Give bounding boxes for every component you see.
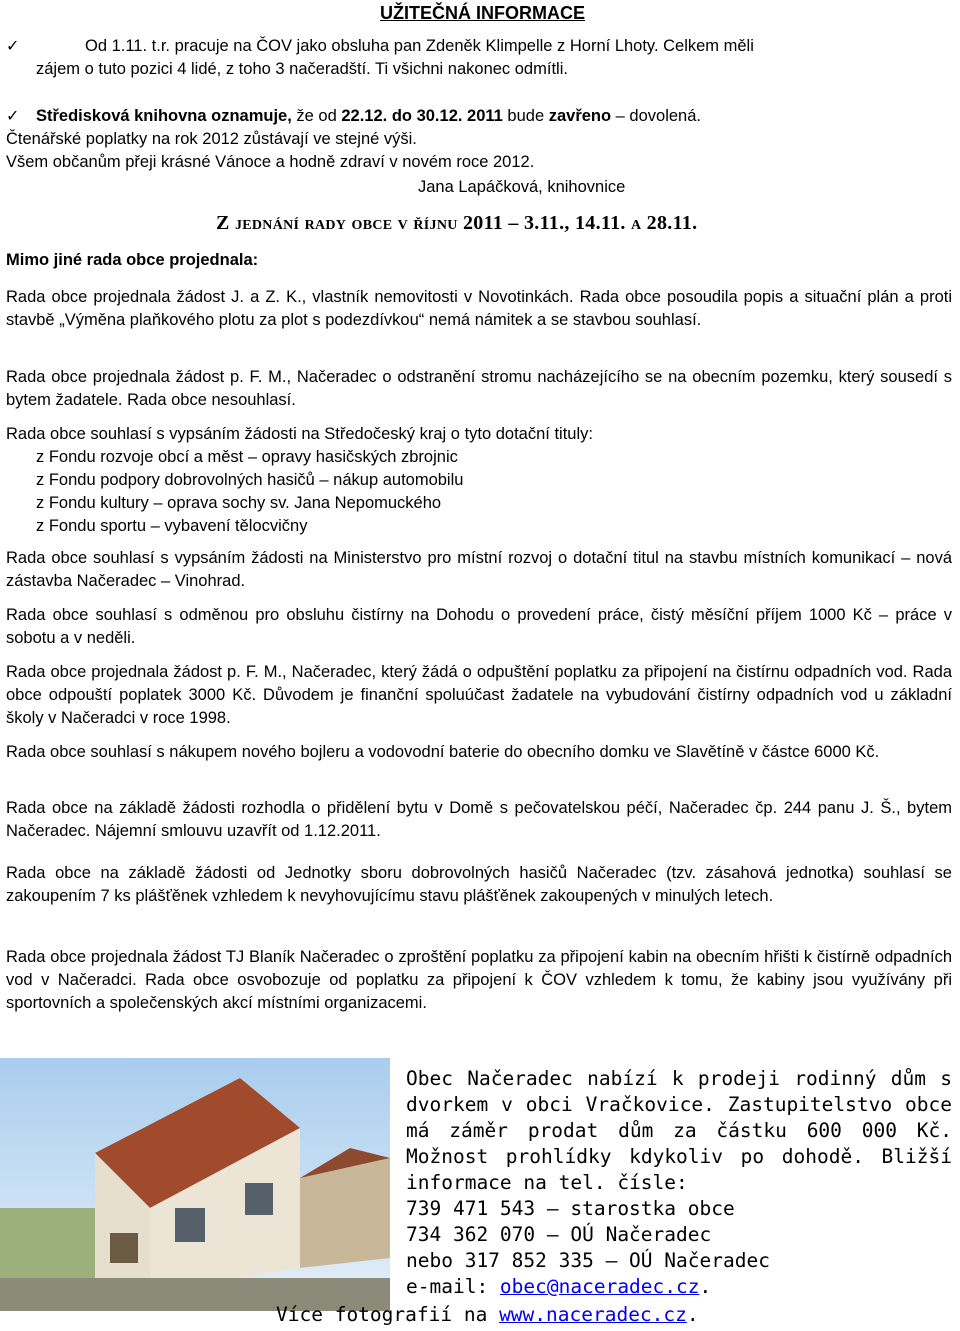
bullet-line: Čtenářské poplatky na rok 2012 zůstávají ve stejné výši. [6,130,417,148]
list-item: z Fondu kultury – oprava sochy sv. Jana Nepomuckého [36,494,442,512]
paragraph: Rada obce projednala žádost p. F. M., Načeradec, který žádá o odpuštění poplatku za připojení na čistírnu odpadních vod. Rada obce odpouští poplatek 3000 Kč. Důvodem je finanční spoluúčast žadatele na vybudování čistírny odpadních vod u základní školy v Načeradci v roce 1998. [6,663,952,727]
offer-email-line: e-mail: obec@naceradec.cz. [406,1275,712,1298]
paragraph: Rada obce projednala žádost p. F. M., Načeradec o odstranění stromu nacházejícího se na obecním pozemku, který sousedí s bytem žadatele. Rada obce nesouhlasí. [6,368,952,409]
paragraph: Rada obce souhlasí s odměnou pro obsluhu čistírny na Dohodu o provedení práce, čistý měsíční příjem 1000 Kč – práce v sobotu a v neděli. [6,606,952,647]
house-photo [0,1058,390,1311]
paragraph: Rada obce na základě žádosti od Jednotky sboru dobrovolných hasičů Načeradec (tzv. zásahová jednotka) souhlasí se zakoupením 7 ks plášťěnek vzhledem k nevyhovujícímu stavu plášťěnek zakoupených v minulých letech. [6,864,952,905]
footer-line: Více fotografií na www.naceradec.cz. [276,1303,699,1326]
page-heading: UŽITEČNÁ INFORMACE [380,3,585,23]
website-link[interactable]: www.naceradec.cz [499,1303,687,1326]
offer-box [406,1066,952,1300]
check-icon: ✓ [6,108,20,125]
email-link[interactable]: obec@naceradec.cz [499,1275,700,1298]
offer-phone: 734 362 070 – OÚ Načeradec [406,1223,712,1246]
offer-text: Obec Načeradec nabízí k prodeji rodinný dům s dvorkem v obci Vračkovice. Zastupitelstvo obce má záměr prodat dům za částku 600 000 Kč. Možnost prohlídky kdykoliv po dohodě. Bližší informace na tel. čísle: [406,1067,952,1194]
bullet-line: Středisková knihovna oznamuje, že od 22.12. do 30.12. 2011 bude zavřeno – dovolená. [36,107,701,125]
offer-phone: 739 471 543 – starostka obce [406,1197,735,1220]
offer-phone: nebo 317 852 335 – OÚ Načeradec [406,1249,770,1272]
list-item: z Fondu podpory dobrovolných hasičů – nákup automobilu [36,471,464,489]
section-title: Z jednání rady obce v říjnu 2011 – 3.11., 14.11. a 28.11. [216,212,698,234]
bullet-line: Všem občanům přeji krásné Vánoce a hodně zdraví v novém roce 2012. [6,153,535,171]
paragraph: Rada obce souhlasí s nákupem nového bojleru a vodovodní baterie do obecního domku ve Slavětíně v částce 6000 Kč. [6,743,880,761]
list-item: z Fondu sportu – vybavení tělocvičny [36,517,308,535]
info-bullet-cov [6,35,950,81]
list-item: z Fondu rozvoje obcí a měst – opravy hasičských zbrojnic [36,448,458,466]
house-photo-drawing [0,1058,390,1311]
paragraph: Rada obce souhlasí s vypsáním žádosti na Středočeský kraj o tyto dotační tituly: [6,425,593,443]
bullet-line: Od 1.11. t.r. pracuje na ČOV jako obsluha pan Zdeněk Klimpelle z Horní Lhoty. Celkem měli [85,37,754,55]
paragraph: Rada obce projednala žádost TJ Blaník Načeradec o zproštění poplatku za připojení kabin na obecním hřišti k čistírně odpadních vod v Načeradci. Rada obce osvobozuje od poplatku za připojení k ČOV vzhledem k tomu, že kabiny jsou využívány při sportovních a společenských akcí místními organizacemi. [6,948,952,1012]
signature: Jana Lapáčková, knihovnice [418,178,626,196]
info-bullet-library [6,105,950,174]
paragraph: Rada obce projednala žádost J. a Z. K., vlastník nemovitosti v Novotinkách. Rada obce posoudila popis a situační plán a proti stavbě „Výměna plaňkového plotu za plot s podezdívkou“ nemá námitek a se stavbou souhlasí. [6,288,952,329]
subheading: Mimo jiné rada obce projednala: [6,251,259,269]
paragraph: Rada obce na základě žádosti rozhodla o přidělení bytu v Domě s pečovatelskou péčí, Načeradec čp. 244 panu J. Š., bytem Načeradec. Nájemní smlouvu uzavřít od 1.12.2011. [6,799,952,840]
check-icon: ✓ [6,38,20,55]
bullet-line: zájem o tuto pozici 4 lidé, z toho 3 načeradští. Ti všichni nakonec odmítli. [36,60,568,78]
paragraph: Rada obce souhlasí s vypsáním žádosti na Ministerstvo pro místní rozvoj o dotační titul na stavbu místních komunikací – nová zástavba Načeradec – Vinohrad. [6,549,952,590]
